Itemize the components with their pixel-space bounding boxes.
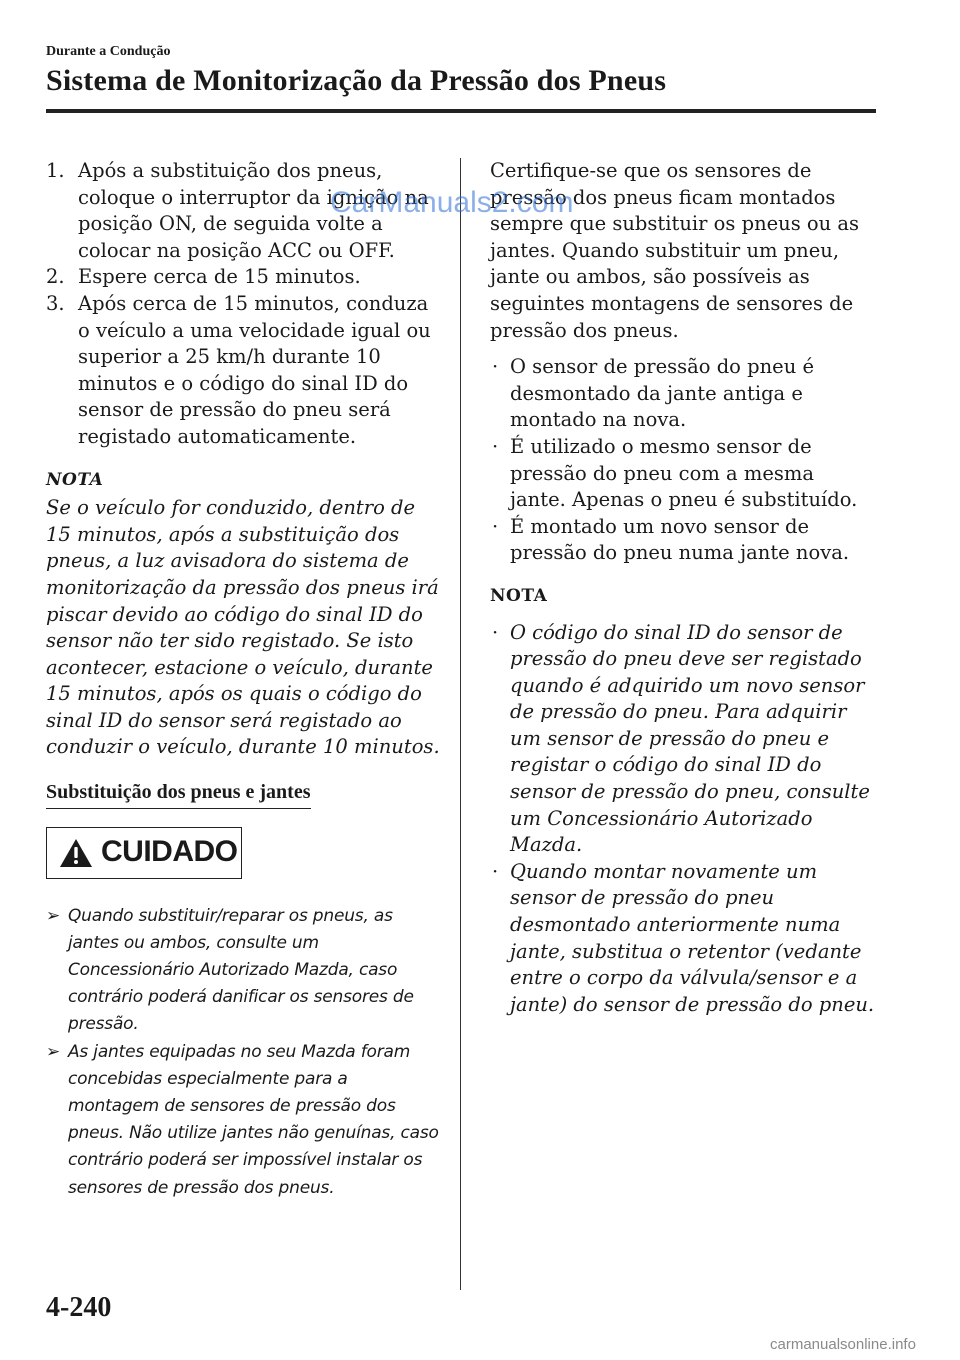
bullet-dot-icon: · [492,434,499,458]
bullet-dot-icon: · [492,620,499,644]
caution-label: CUIDADO [101,835,238,869]
note-item-text: O código do sinal ID do sensor de pressão do pneu deve ser registado quando é adquirido um novo sensor de pressão do pneu. Para adquirir um sensor de pressão do pneu e registar o código do sinal ID do sensor de pressão do pneu, consulte um Concessionário Autorizado Mazda. [510,620,870,857]
watermark: CarManuals2.com [330,186,574,219]
step-number: 1. [46,159,65,182]
bullet-dot-icon: · [492,355,499,379]
step-number: 3. [46,291,65,315]
bullet-dot-icon: · [492,514,499,538]
right-column [490,158,875,1018]
warning-triangle-icon [59,837,93,869]
caution-item [46,903,442,1039]
arrow-bullet-icon: ➢ [46,1041,61,1062]
footer-site-watermark: carmanualsonline.info [770,1336,916,1353]
mount-options-list [490,354,875,567]
list-item [490,620,875,859]
header-rule [46,109,876,113]
section-label: Durante a Condução [46,44,171,59]
caution-banner [46,827,242,879]
column-divider [460,158,461,1290]
subsection-title: Substituição dos pneus e jantes [46,779,311,809]
note-item-text: Quando montar novamente um sensor de pressão do pneu desmontado anteriormente numa jante, substitua o retentor (vedante entre o corpo da válvula/sensor e a jante) do sensor de pressão do pneu. [510,859,875,1016]
caution-list [46,903,442,1202]
caution-text: As jantes equipadas no seu Mazda foram concebidas especialmente para a montagem de sensores de pressão dos pneus. Não utilize jantes não genuínas, caso contrário poderá ser impossível instalar os sensores de pressão dos pneus. [68,1041,439,1198]
page-title: Sistema de Monitorização da Pressão dos Pneus [46,64,667,97]
caution-text: Quando substituir/reparar os pneus, as jantes ou ambos, consulte um Concessionário Autorizado Mazda, caso contrário poderá danificar os sensores de pressão. [68,905,414,1035]
step-text: Espere cerca de 15 minutos. [78,265,361,289]
intro-paragraph: Certifique-se que os sensores de pressão dos pneus ficam montados sempre que substituir os pneus ou as jantes. Quando substituir um pneu, jante ou ambos, são possíveis as seguintes montagens de sensores de pressão dos pneus. [490,159,860,342]
note-list [490,620,875,1019]
list-item-text: É montado um novo sensor de pressão do pneu numa jante nova. [510,514,850,565]
step-text: Após a substituição dos pneus, coloque o interruptor da ignição na posição ON, de seguida volte a colocar na posição ACC ou OFF. [78,159,429,262]
bullet-dot-icon: · [492,859,499,883]
list-item [490,859,875,1019]
list-item [490,514,875,567]
caution-item [46,1039,442,1202]
note-heading: NOTA [46,469,104,490]
page-number: 4-240 [46,1292,112,1323]
note-heading: NOTA [490,585,548,606]
step-item [46,264,442,291]
list-item [490,354,875,434]
left-column [46,158,442,1202]
note-text: Se o veículo for conduzido, dentro de 15 minutos, após a substituição dos pneus, a luz avisadora do sistema de monitorização da pressão dos pneus irá piscar devido ao código do sinal ID do sensor não ter sido registado. Se isto acontecer, estacione o veículo, durante 15 minutos, após os quais o código do sinal ID do sensor será registado ao conduzir o veículo, durante 10 minutos. [46,496,440,759]
arrow-bullet-icon: ➢ [46,905,61,926]
list-item-text: O sensor de pressão do pneu é desmontado da jante antiga e montado na nova. [510,355,815,432]
step-text: Após cerca de 15 minutos, conduza o veículo a uma velocidade igual ou superior a 25 km/h durante 10 minutos e o código do sinal ID do sensor de pressão do pneu será registado automaticamente. [78,291,431,448]
step-item [46,291,442,451]
step-number: 2. [46,265,65,289]
list-item [490,434,875,514]
list-item-text: É utilizado o mesmo sensor de pressão do pneu com a mesma jante. Apenas o pneu é substituído. [510,434,858,512]
